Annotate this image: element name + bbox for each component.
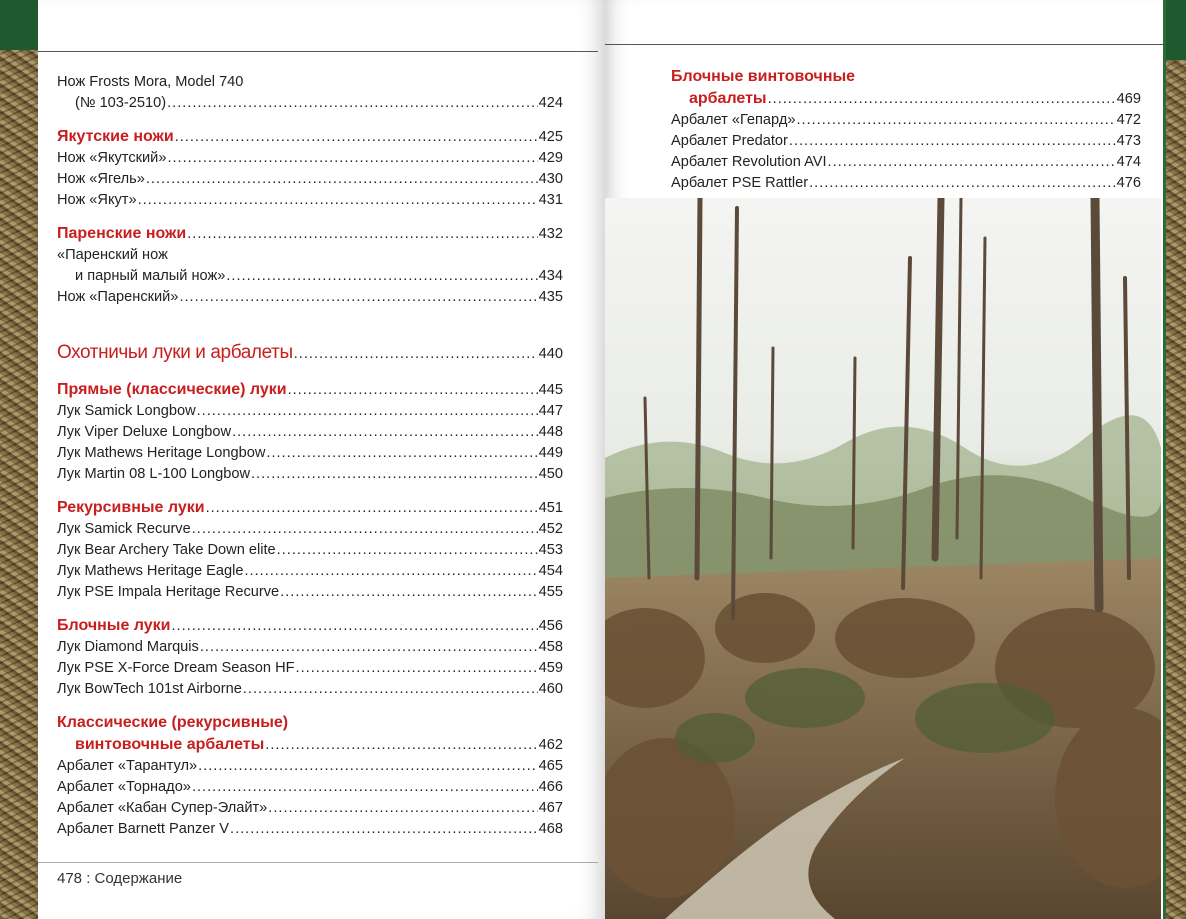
- toc-entry-title: Лук Mathews Heritage Eagle: [57, 563, 244, 579]
- toc-entry: [57, 93, 563, 114]
- toc-entry-title: Арбалет «Кабан Супер-Элайт»: [57, 800, 268, 816]
- toc-entry: [57, 266, 563, 287]
- toc-page-number: 451: [538, 500, 563, 516]
- toc-entry: [57, 169, 563, 190]
- toc-entry: [57, 422, 563, 443]
- toc-entry: [57, 464, 563, 485]
- toc-heading: [57, 126, 563, 148]
- toc-page-number: 454: [538, 563, 563, 579]
- toc-entry: [671, 152, 1141, 173]
- toc-entry: [671, 173, 1141, 194]
- toc-entry: [57, 148, 563, 169]
- toc-dot-leader: [187, 223, 537, 245]
- toc-entry-title: Арбалет Revolution AVI: [671, 154, 827, 170]
- toc-entry: [671, 131, 1141, 152]
- toc-page-number: 468: [538, 821, 563, 837]
- toc-entry: [57, 519, 563, 540]
- toc-page-number: 450: [538, 466, 563, 482]
- toc-page-number: 440: [538, 346, 563, 362]
- toc-entry: [57, 679, 563, 700]
- page-top-rule: [605, 44, 1163, 45]
- toc-entry-title: Охотничьи луки и арбалеты: [57, 342, 293, 363]
- table-of-contents-left: [57, 72, 563, 840]
- toc-entry-title: Лук PSE X-Force Dream Season HF: [57, 660, 295, 676]
- left-page: [38, 0, 605, 919]
- toc-page-number: 455: [538, 584, 563, 600]
- toc-page-number: 453: [538, 542, 563, 558]
- toc-dot-leader: [226, 266, 537, 287]
- toc-entry: [57, 190, 563, 211]
- toc-dot-leader: [230, 819, 538, 840]
- toc-page-number: 435: [538, 289, 563, 305]
- toc-entry-title: «Паренский нож: [57, 247, 168, 263]
- toc-page-number: 459: [538, 660, 563, 676]
- table-of-contents-right: [671, 66, 1141, 194]
- spacer: [57, 211, 563, 223]
- toc-page-number: 431: [538, 192, 563, 208]
- toc-entry-title: Прямые (классические) луки: [57, 381, 287, 398]
- toc-page-number: 430: [538, 171, 563, 187]
- toc-dot-leader: [828, 152, 1116, 173]
- toc-page-number: 448: [538, 424, 563, 440]
- toc-entry-title: Якутские ножи: [57, 128, 174, 145]
- toc-entry-title: Блочные луки: [57, 617, 171, 634]
- toc-page-number: 434: [538, 268, 563, 284]
- toc-entry: [57, 540, 563, 561]
- toc-dot-leader: [243, 679, 538, 700]
- spacer: [57, 700, 563, 712]
- toc-page-number: 429: [538, 150, 563, 166]
- toc-entry-title: (№ 103-2510): [75, 95, 167, 111]
- toc-entry: [57, 561, 563, 582]
- toc-heading: [57, 497, 563, 519]
- toc-entry: [57, 443, 563, 464]
- toc-entry: [57, 798, 563, 819]
- page-top-rule: [38, 51, 598, 52]
- toc-entry: [57, 245, 563, 266]
- toc-entry-title: и парный малый нож»: [75, 268, 226, 284]
- toc-dot-leader: [198, 756, 538, 777]
- toc-page-number: 445: [538, 382, 563, 398]
- toc-page-number: 432: [538, 226, 563, 242]
- toc-heading: [57, 615, 563, 637]
- toc-dot-leader: [175, 126, 538, 148]
- toc-dot-leader: [266, 443, 537, 464]
- toc-entry-title: Нож Frosts Mora, Model 740: [57, 74, 244, 90]
- toc-heading: [57, 734, 563, 756]
- toc-entry: [57, 401, 563, 422]
- toc-dot-leader: [796, 110, 1115, 131]
- toc-entry: [671, 110, 1141, 131]
- cover-corner-left: [0, 0, 40, 50]
- toc-page-number: 466: [538, 779, 563, 795]
- toc-page-number: 424: [538, 95, 563, 111]
- toc-entry-title: Классические (рекурсивные): [57, 714, 289, 731]
- toc-entry-title: Лук Martin 08 L-100 Longbow: [57, 466, 250, 482]
- toc-entry-title: Блочные винтовочные: [671, 68, 856, 85]
- toc-entry-title: Арбалет Barnett Panzer V: [57, 821, 230, 837]
- toc-entry-title: Арбалет «Гепард»: [671, 112, 796, 128]
- toc-dot-leader: [280, 582, 537, 603]
- spacer: [57, 114, 563, 126]
- toc-page-number: 474: [1116, 154, 1141, 170]
- toc-dot-leader: [244, 561, 537, 582]
- toc-heading: [57, 379, 563, 401]
- toc-page-number: 425: [538, 129, 563, 145]
- toc-entry-title: Рекурсивные луки: [57, 499, 205, 516]
- toc-entry-title: Арбалет Predator: [671, 133, 788, 149]
- right-page: [605, 0, 1163, 919]
- toc-entry: [57, 819, 563, 840]
- toc-entry-title: Лук Samick Recurve: [57, 521, 191, 537]
- toc-entry-title: Лук Diamond Marquis: [57, 639, 199, 655]
- toc-dot-leader: [768, 88, 1116, 110]
- spacer: [57, 367, 563, 379]
- toc-section: [57, 340, 563, 367]
- toc-entry-title: Лук Samick Longbow: [57, 403, 196, 419]
- toc-dot-leader: [171, 615, 537, 637]
- toc-entry: [57, 637, 563, 658]
- toc-heading: [671, 88, 1141, 110]
- toc-entry-title: Нож «Ягель»: [57, 171, 145, 187]
- toc-entry-title: Лук PSE Impala Heritage Recurve: [57, 584, 280, 600]
- toc-dot-leader: [265, 734, 537, 756]
- toc-page-number: 462: [538, 737, 563, 753]
- toc-heading: [671, 66, 1141, 88]
- toc-entry: [57, 658, 563, 679]
- toc-page-number: 469: [1116, 91, 1141, 107]
- toc-page-number: 452: [538, 521, 563, 537]
- toc-page-number: 465: [538, 758, 563, 774]
- toc-entry-title: Лук Mathews Heritage Longbow: [57, 445, 266, 461]
- toc-entry-title: Лук Viper Deluxe Longbow: [57, 424, 232, 440]
- toc-page-number: 458: [538, 639, 563, 655]
- toc-dot-leader: [288, 379, 538, 401]
- toc-dot-leader: [167, 93, 538, 114]
- toc-entry: [57, 777, 563, 798]
- toc-entry: [57, 287, 563, 308]
- toc-entry-title: Арбалет PSE Rattler: [671, 175, 809, 191]
- forest-photo: [605, 198, 1161, 919]
- toc-dot-leader: [200, 637, 538, 658]
- toc-heading: [57, 223, 563, 245]
- toc-page-number: 447: [538, 403, 563, 419]
- toc-dot-leader: [167, 148, 537, 169]
- toc-page-number: 456: [538, 618, 563, 634]
- toc-dot-leader: [251, 464, 538, 485]
- page-bottom-rule: [38, 862, 598, 863]
- toc-entry: [57, 72, 563, 93]
- toc-dot-leader: [294, 341, 538, 367]
- toc-entry-title: Паренские ножи: [57, 225, 187, 242]
- toc-dot-leader: [268, 798, 537, 819]
- toc-entry-title: Арбалет «Торнадо»: [57, 779, 191, 795]
- toc-page-number: 476: [1116, 175, 1141, 191]
- toc-entry-title: Арбалет «Тарантул»: [57, 758, 198, 774]
- toc-entry-title: винтовочные арбалеты: [75, 736, 265, 753]
- toc-entry-title: Лук BowTech 101st Airborne: [57, 681, 242, 697]
- toc-dot-leader: [138, 190, 538, 211]
- toc-dot-leader: [232, 422, 538, 443]
- toc-dot-leader: [146, 169, 538, 190]
- page-footer: 478 : Содержание: [57, 870, 183, 887]
- forest-illustration: [605, 198, 1161, 919]
- toc-dot-leader: [809, 173, 1116, 194]
- toc-heading: [57, 712, 563, 734]
- toc-dot-leader: [192, 777, 538, 798]
- toc-entry: [57, 582, 563, 603]
- toc-entry: [57, 756, 563, 777]
- toc-entry-title: Нож «Паренский»: [57, 289, 179, 305]
- toc-dot-leader: [206, 497, 538, 519]
- spacer: [57, 308, 563, 340]
- toc-entry-title: арбалеты: [689, 90, 767, 107]
- toc-page-number: 449: [538, 445, 563, 461]
- toc-entry-title: Лук Bear Archery Take Down elite: [57, 542, 276, 558]
- spacer: [57, 485, 563, 497]
- toc-dot-leader: [296, 658, 538, 679]
- toc-page-number: 460: [538, 681, 563, 697]
- toc-entry-title: Нож «Якутский»: [57, 150, 167, 166]
- toc-dot-leader: [277, 540, 538, 561]
- toc-page-number: 473: [1116, 133, 1141, 149]
- toc-page-number: 472: [1116, 112, 1141, 128]
- toc-page-number: 467: [538, 800, 563, 816]
- toc-entry-title: Нож «Якут»: [57, 192, 137, 208]
- toc-dot-leader: [789, 131, 1116, 152]
- spacer: [57, 603, 563, 615]
- toc-dot-leader: [179, 287, 537, 308]
- toc-dot-leader: [197, 401, 538, 422]
- toc-dot-leader: [192, 519, 538, 540]
